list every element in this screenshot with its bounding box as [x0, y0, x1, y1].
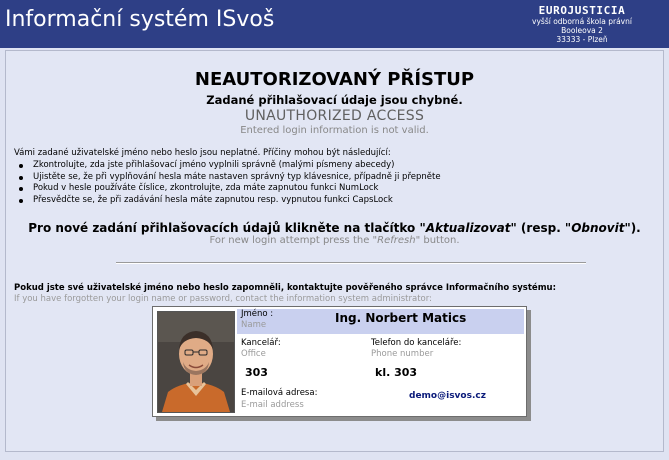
- list-item-text: Pokud v hesle používáte číslice, zkontrolujte, zda máte zapnutou funkci NumLock: [33, 183, 379, 194]
- phone-value: kl. 303: [375, 366, 418, 379]
- office-label-english: Office: [241, 349, 266, 359]
- office-value: 303: [245, 366, 268, 379]
- reload-button-name: Obnovit: [571, 221, 625, 235]
- refresh-text: For new login attempt press the: [209, 235, 373, 246]
- app-title: Informační systém ISvoš: [5, 7, 275, 32]
- refresh-instruction-english: [6, 235, 663, 246]
- main-panel: [5, 50, 664, 452]
- list-item-text: Přesvědčte se, že při zadávání hesla máte zapnutou resp. vypnutou funkci CapsLock: [33, 194, 393, 205]
- list-item: [16, 172, 441, 184]
- forgotten-credentials-text: Pokud jste své uživatelské jméno nebo heslo zapomněli, kontaktujte pověřeného správce Informačního systému:: [14, 283, 557, 293]
- app-header: [0, 0, 669, 48]
- organization-line: vyšší odborná škola právní: [532, 17, 632, 26]
- bullet-icon: [19, 176, 23, 180]
- list-item: [16, 183, 441, 195]
- organization-info: [507, 4, 657, 44]
- admin-photo: [157, 311, 235, 413]
- organization-line: 33333 - Plzeň: [556, 35, 608, 44]
- office-label: Kancelář:: [241, 338, 281, 348]
- list-item: [16, 195, 441, 207]
- divider: [116, 262, 586, 264]
- page-title-english: UNAUTHORIZED ACCESS: [244, 108, 425, 124]
- list-item-text: Zkontrolujte, zda jste přihlašovací jméno vyplnili správně (malými písmeny abecedy): [33, 160, 395, 170]
- name-label: Jméno :: [241, 309, 274, 319]
- person-portrait-icon: [158, 312, 234, 412]
- list-item-text: Ujistěte se, že při vyplňování hesla máte nastaven správný typ klávesnice, případně ji přepněte: [33, 171, 441, 182]
- bullet-icon: [19, 187, 23, 191]
- reasons-intro: Vámi zadané uživatelské jméno nebo heslo jsou neplatné. Příčiny mohou být následující:: [14, 148, 391, 158]
- refresh-text: " (resp. ": [510, 221, 572, 235]
- phone-label-english: Phone number: [371, 349, 434, 359]
- refresh-text: button.: [420, 235, 460, 246]
- refresh-text: Pro nové zadání přihlašovacích údajů klikněte na tlačítko ": [28, 221, 426, 235]
- forgotten-credentials-text-english: If you have forgotten your login name or password, contact the information system administrator:: [14, 294, 432, 304]
- email-label: E-mailová adresa:: [241, 388, 318, 398]
- list-item: [16, 160, 441, 172]
- refresh-text: ").: [624, 221, 641, 235]
- admin-contact-card: [152, 306, 527, 417]
- email-label-english: E-mail address: [241, 400, 304, 410]
- refresh-instruction: [6, 221, 663, 235]
- organization-line: Booleova 2: [561, 26, 603, 35]
- refresh-button-name: Aktualizovat: [425, 221, 511, 235]
- refresh-button-name: "Refresh": [372, 235, 421, 246]
- page-subtitle: Zadané přihlašovací údaje jsou chybné.: [206, 93, 463, 107]
- bullet-icon: [19, 199, 23, 203]
- admin-name: Ing. Norbert Matics: [335, 311, 467, 325]
- organization-name: EUROJUSTICIA: [538, 4, 626, 17]
- page-subtitle-english: Entered login information is not valid.: [240, 125, 429, 136]
- name-label-english: Name: [241, 320, 267, 330]
- bullet-icon: [19, 164, 23, 168]
- page-title: NEAUTORIZOVANÝ PŘÍSTUP: [194, 69, 475, 90]
- admin-email-link[interactable]: demo@isvos.cz: [409, 391, 486, 401]
- phone-label: Telefon do kanceláře:: [371, 338, 462, 348]
- reasons-list: [16, 160, 441, 206]
